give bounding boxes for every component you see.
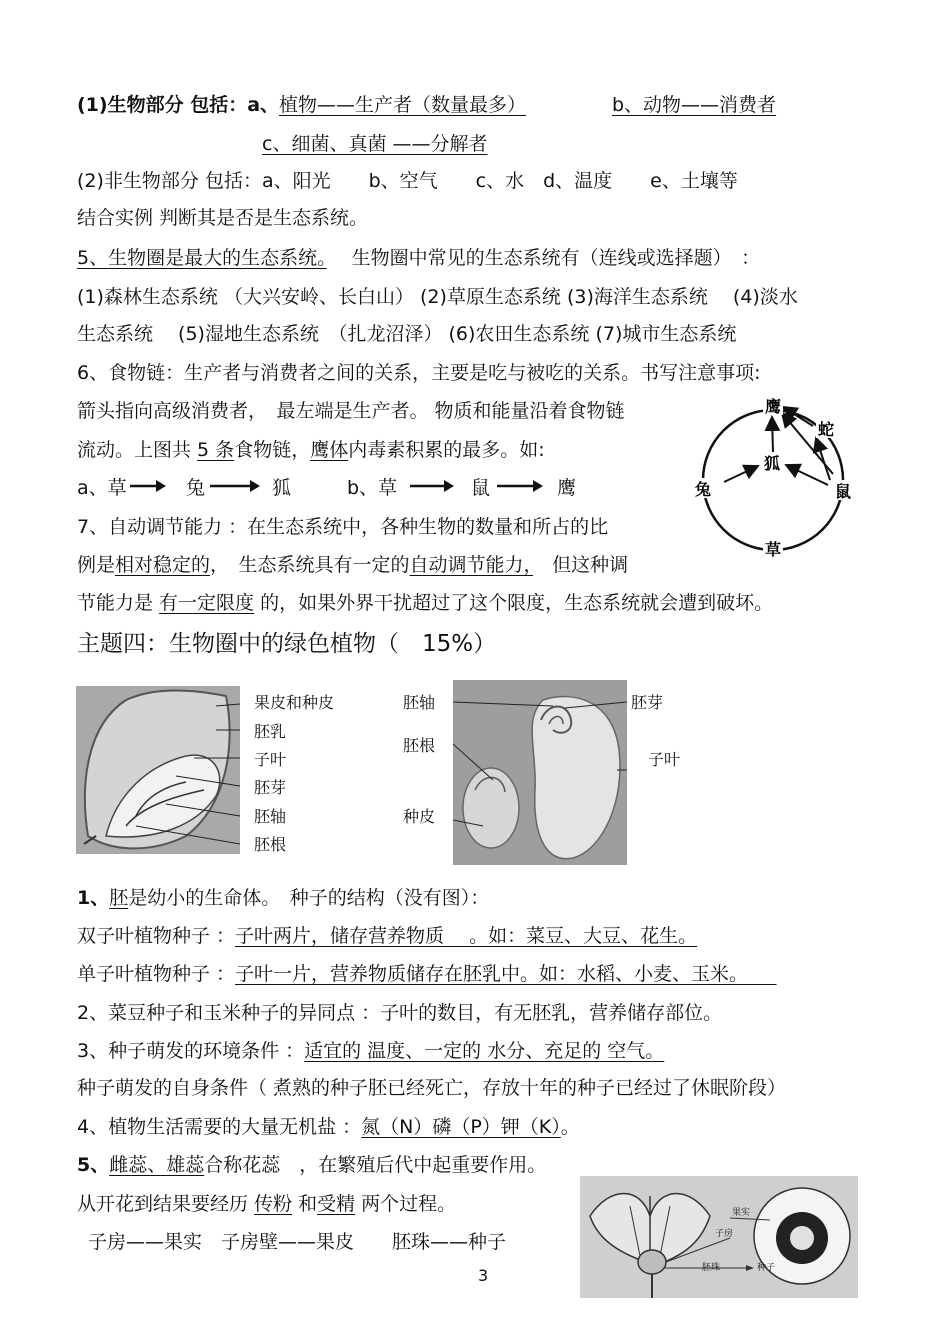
bean-label-radicle: 胚根 [403, 736, 436, 755]
flower-label-ovule: 胚珠 [702, 1263, 721, 1273]
text: 内毒素积累的最多。如: [348, 439, 545, 461]
text-underlined: 氮（N）磷（P）钾（K） [361, 1116, 561, 1138]
flower-label-fruit: 果实 [732, 1208, 751, 1218]
seed-line-6: 种子萌发的自身条件（ 煮熟的种子胚已经死亡，存放十年的种子已经过了休眠阶段） [77, 1077, 787, 1099]
line-9: 箭头指向高级消费者， 最左端是生产者。 物质和能量沿着食物链 [77, 400, 625, 422]
seed-line-7 [77, 1115, 580, 1139]
flower-label-seed: 种子 [757, 1263, 776, 1273]
line-13 [77, 553, 628, 577]
arrow-icon [497, 478, 543, 494]
line-14 [77, 591, 773, 615]
seed-line-4: 2、菜豆种子和玉米种子的异同点 ：子叶的数目，有无胚乳，营养储存部位。 [77, 1002, 723, 1024]
text-underlined: 受精 [317, 1193, 356, 1215]
corn-label-hypocotyl: 胚轴 [254, 807, 287, 826]
text: ， 生态系统具有一定的 [210, 554, 410, 576]
text-underlined: 子叶一片，营养物质储存在胚乳中。如：水稻、小麦、玉米。 [235, 963, 777, 985]
seed-line-10: 子房——果实 子房壁——果皮 胚珠——种子 [88, 1231, 507, 1253]
chain-b-2: 鼠 [471, 477, 491, 499]
text-underlined: 5 条 [197, 439, 235, 461]
text-underlined: 自动调节能力， [409, 554, 534, 576]
text: 3、种子萌发的环境条件 ： [77, 1040, 305, 1062]
seed-line-9 [77, 1192, 456, 1216]
text: 是幼小的生命体。 种子的结构（没有图）： [128, 887, 490, 909]
arrow-icon [210, 478, 260, 494]
bean-seed-image [453, 680, 627, 865]
text-underlined: 有一定限度 [159, 592, 255, 614]
text: 节能力是 [77, 592, 160, 614]
text: 4、植物生活需要的大量无机盐 ： [77, 1116, 362, 1138]
bean-label-seed-coat: 种皮 [403, 807, 436, 826]
text-underlined: 植物——生产者（数量最多） [279, 94, 527, 116]
line-1 [77, 93, 526, 117]
chain-a-2: 兔 [186, 477, 206, 499]
text: 从开花到结果要经历 [77, 1193, 255, 1215]
text-underlined: 胚 [109, 887, 129, 909]
line-12: 7、自动调节能力 ：在生态系统中，各种生物的数量和所占的比 [77, 516, 609, 538]
line-3: (2)非生物部分 包括：a、阳光 b、空气 c、水 d、温度 e、土壤等 [77, 170, 738, 192]
line-7: 生态系统 (5)湿地生态系统 （扎龙沼泽） (6)农田生态系统 (7)城市生态系统 [77, 323, 737, 345]
text-underlined: 鹰体 [310, 439, 349, 461]
corn-label-pericarp: 果皮和种皮 [254, 693, 335, 712]
corn-label-endosperm: 胚乳 [254, 722, 287, 741]
text: 食物链， [234, 439, 311, 461]
food-web-snake: 蛇 [817, 420, 835, 439]
corn-seed-image [76, 686, 240, 854]
line-8: 6、食物链：生产者与消费者之间的关系，主要是吃与被吃的关系。书写注意事项: [77, 362, 761, 384]
page-number: 3 [478, 1266, 489, 1285]
seed-line-2 [77, 924, 697, 948]
text-underlined: 雌蕊、雄蕊 [109, 1154, 205, 1176]
food-web-grass: 草 [764, 540, 782, 559]
text: 和 [292, 1193, 318, 1215]
line-6: (1)森林生态系统 （大兴安岭、长白山） (2)草原生态系统 (3)海洋生态系统 (4)淡水 [77, 286, 798, 308]
food-web-eagle: 鹰 [764, 397, 782, 416]
corn-label-radicle: 胚根 [254, 835, 287, 854]
text: 双子叶植物种子 ： [77, 925, 236, 947]
text-underlined: 相对稳定的 [115, 554, 211, 576]
text: 两个过程。 [355, 1193, 457, 1215]
line-2: c、细菌、真菌 ——分解者 [262, 133, 488, 155]
text-underlined: 5、生物圈是最大的生态系统。 [77, 247, 327, 269]
food-web-diagram [688, 390, 858, 560]
text: 合称花蕊 ，在繁殖后代中起重要作用。 [204, 1154, 547, 1176]
seed-line-8 [77, 1153, 546, 1177]
text-underlined: 适宜的 温度、一定的 水分、充足的 空气。 [304, 1040, 665, 1062]
theme-4-heading: 主题四：生物圈中的绿色植物（ 15%） [77, 631, 497, 657]
seed-line-5 [77, 1039, 664, 1063]
seed-line-3 [77, 962, 777, 986]
chain-b-1: b、草 [347, 477, 398, 499]
corn-label-cotyledon: 子叶 [254, 750, 287, 769]
chain-a-3: 狐 [272, 477, 292, 499]
arrow-icon [130, 478, 166, 494]
food-web-mouse: 鼠 [834, 482, 852, 501]
text: 流动。上图共 [77, 439, 198, 461]
bean-label-cotyledon: 子叶 [648, 750, 681, 769]
text-underlined: 传粉 [254, 1193, 293, 1215]
line-4: 结合实例 判断其是否是生态系统。 [77, 207, 369, 229]
flower-label-ovary: 子房 [715, 1229, 734, 1239]
line-10 [77, 438, 545, 462]
bean-label-hypocotyl: 胚轴 [403, 693, 436, 712]
chain-b-3: 鹰 [557, 477, 577, 499]
text: 的，如果外界干扰超过了这个限度，生态系统就会遭到破坏。 [254, 592, 774, 614]
text: 单子叶植物种子 ： [77, 963, 236, 985]
text: 例是 [77, 554, 116, 576]
text: (1)生物部分 包括：a、 [77, 94, 280, 116]
text: 1、 [77, 887, 110, 909]
seed-line-1 [77, 886, 489, 910]
text-underlined: 子叶两片，储存营养物质 。如：菜豆、大豆、花生。 [235, 925, 698, 947]
corn-label-plumule: 胚芽 [254, 778, 287, 797]
chain-a-1: a、草 [77, 477, 127, 499]
line-5 [77, 246, 760, 270]
food-web-rabbit: 兔 [694, 480, 712, 499]
text: 但这种调 [533, 554, 629, 576]
line-1-c: b、动物——消费者 [612, 94, 777, 116]
arrow-icon [410, 478, 454, 494]
text: 5、 [77, 1154, 110, 1176]
text: 。 [560, 1116, 580, 1138]
food-web-fox: 狐 [763, 454, 781, 473]
bean-label-plumule: 胚芽 [631, 693, 664, 712]
text: 生物圈中常见的生态系统有（连线或选择题） ： [351, 247, 761, 269]
